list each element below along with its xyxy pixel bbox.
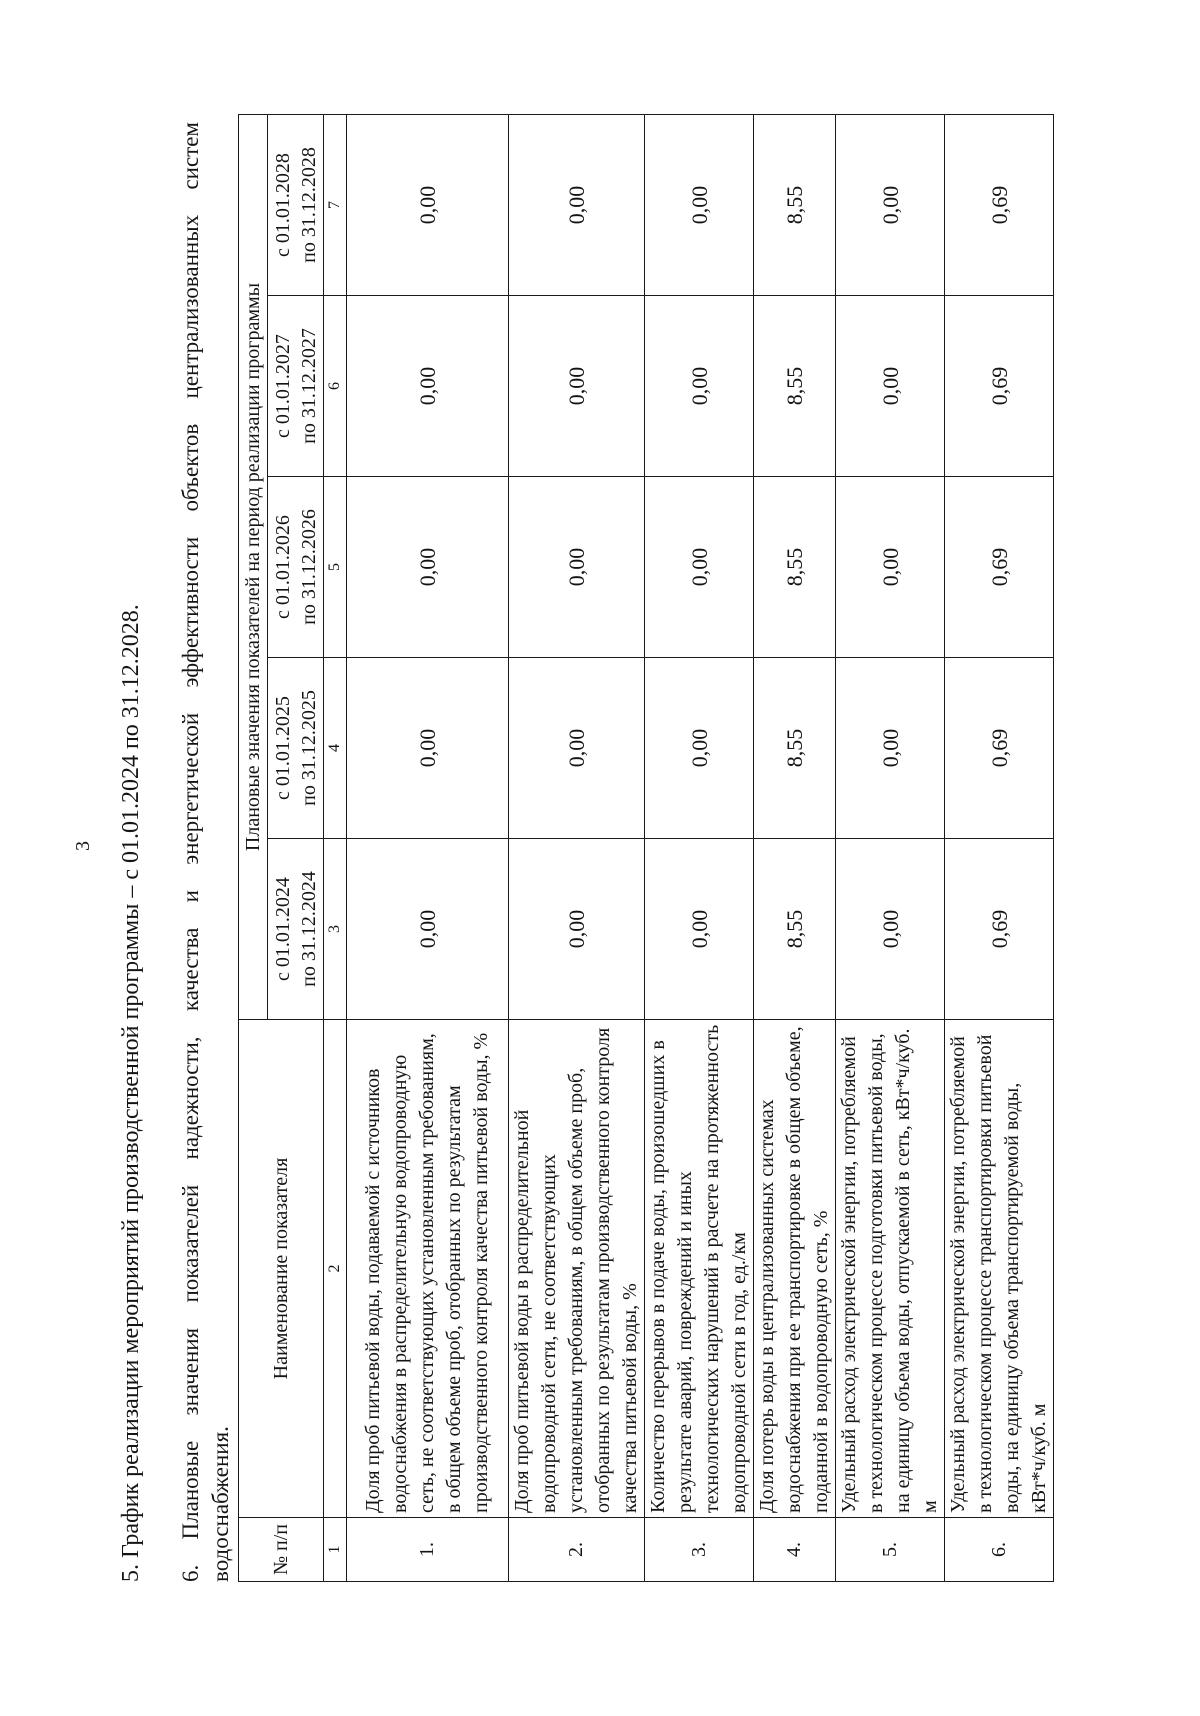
indicator-value: 0,00 bbox=[347, 296, 509, 477]
indicator-value: 8,55 bbox=[754, 839, 836, 1020]
indicator-value: 8,55 bbox=[754, 296, 836, 477]
header-index-period-2: 4 bbox=[324, 658, 347, 839]
indicator-value: 0,00 bbox=[509, 658, 645, 839]
table-row bbox=[945, 115, 1054, 1582]
header-period-2 bbox=[268, 658, 324, 839]
indicator-value: 0,00 bbox=[509, 296, 645, 477]
period-from: с 01.01.2024 bbox=[271, 877, 294, 981]
indicator-name: Доля проб питьевой воды, подаваемой с источников водоснабжения в распределительную водопроводную сеть, не соответствующих установленным требованиям, в общем объеме проб, отобранных по результатам производственного контроля качества питьевой воды, % bbox=[347, 1020, 509, 1518]
header-index-name: 2 bbox=[324, 1020, 347, 1518]
indicator-value: 0,69 bbox=[945, 477, 1054, 658]
indicator-name: Количество перерывов в подаче воды, произошедших в результате аварий, повреждений и иных технологических нарушений в расчете на протяженность водопроводной сети в год, ед./км bbox=[645, 1020, 754, 1518]
row-number: 6. bbox=[945, 1518, 1054, 1582]
indicator-value: 0,00 bbox=[645, 296, 754, 477]
section-5-heading: 5. График реализации мероприятий производственной программы – с 01.01.2024 по 31.12.2028. bbox=[118, 604, 144, 1582]
indicator-name: Удельный расход электрической энергии, потребляемой в технологическом процессе подготовки питьевой воды, на единицу объема воды, отпускаемой в сеть, кВт*ч/куб. м bbox=[836, 1020, 945, 1518]
section-6-heading-continuation: водоснабжения. bbox=[208, 1426, 233, 1582]
period-from: с 01.01.2026 bbox=[271, 515, 294, 619]
row-number: 5. bbox=[836, 1518, 945, 1582]
indicator-value: 0,00 bbox=[509, 115, 645, 296]
indicator-value: 0,00 bbox=[836, 296, 945, 477]
period-from: с 01.01.2028 bbox=[271, 153, 294, 257]
indicator-value: 0,00 bbox=[645, 477, 754, 658]
indicator-value: 0,00 bbox=[347, 839, 509, 1020]
header-period-5 bbox=[268, 115, 324, 296]
header-period-3 bbox=[268, 477, 324, 658]
period-to: по 31.12.2028 bbox=[297, 147, 320, 263]
indicator-value: 0,69 bbox=[945, 658, 1054, 839]
indicators-table bbox=[238, 114, 1054, 1582]
indicator-value: 8,55 bbox=[754, 115, 836, 296]
indicator-value: 0,00 bbox=[347, 658, 509, 839]
indicator-value: 0,00 bbox=[645, 115, 754, 296]
header-index-period-4: 6 bbox=[324, 296, 347, 477]
header-index-period-1: 3 bbox=[324, 839, 347, 1020]
indicator-value: 0,00 bbox=[347, 477, 509, 658]
header-name: Наименование показателя bbox=[239, 1020, 324, 1518]
row-number: 2. bbox=[509, 1518, 645, 1582]
table-row bbox=[754, 115, 836, 1582]
indicator-value: 0,69 bbox=[945, 296, 1054, 477]
indicator-value: 0,00 bbox=[645, 839, 754, 1020]
page-number: 3 bbox=[72, 841, 94, 851]
indicator-value: 0,00 bbox=[509, 839, 645, 1020]
indicator-value: 0,00 bbox=[836, 477, 945, 658]
indicator-value: 0,00 bbox=[836, 115, 945, 296]
table-row bbox=[836, 115, 945, 1582]
indicator-value: 0,00 bbox=[836, 839, 945, 1020]
indicator-name: Удельный расход электрической энергии, потребляемой в технологическом процессе транспортировки питьевой воды, на единицу объема транспортируемой воды, кВт*ч/куб. м bbox=[945, 1020, 1054, 1518]
period-to: по 31.12.2026 bbox=[297, 509, 320, 625]
header-num: № п/п bbox=[239, 1518, 324, 1582]
row-number: 3. bbox=[645, 1518, 754, 1582]
period-from: с 01.01.2027 bbox=[271, 334, 294, 438]
indicator-value: 0,69 bbox=[945, 839, 1054, 1020]
header-period-4 bbox=[268, 296, 324, 477]
indicator-name: Доля проб питьевой воды в распределительной водопроводной сети, не соответствующих установленным требованиям, в общем объеме проб, отобранных по результатам производственного контроля качества питьевой воды, % bbox=[509, 1020, 645, 1518]
table-body bbox=[347, 115, 1054, 1582]
header-index-period-3: 5 bbox=[324, 477, 347, 658]
table-row bbox=[645, 115, 754, 1582]
section-6-heading: 6. Плановые значения показателей надежности, качества и энергетической эффективности объектов централизованных систем bbox=[178, 122, 203, 1582]
row-number: 4. bbox=[754, 1518, 836, 1582]
indicator-value: 8,55 bbox=[754, 477, 836, 658]
header-index-period-5: 7 bbox=[324, 115, 347, 296]
table-row bbox=[347, 115, 509, 1582]
row-number: 1. bbox=[347, 1518, 509, 1582]
header-index-row bbox=[324, 115, 347, 1582]
indicator-name: Доля потерь воды в централизованных системах водоснабжения при ее транспортировке в общем объеме, поданной в водопроводную сеть, % bbox=[754, 1020, 836, 1518]
header-period-1 bbox=[268, 839, 324, 1020]
header-planned-values: Плановые значения показателей на период реализации программы bbox=[239, 115, 268, 1020]
indicator-value: 8,55 bbox=[754, 658, 836, 839]
period-to: по 31.12.2027 bbox=[297, 328, 320, 444]
indicator-value: 0,00 bbox=[836, 658, 945, 839]
indicator-value: 0,00 bbox=[509, 477, 645, 658]
indicator-value: 0,00 bbox=[645, 658, 754, 839]
period-to: по 31.12.2025 bbox=[297, 690, 320, 806]
period-from: с 01.01.2025 bbox=[271, 696, 294, 800]
table-row bbox=[509, 115, 645, 1582]
header-index-num: 1 bbox=[324, 1518, 347, 1582]
indicator-value: 0,69 bbox=[945, 115, 1054, 296]
period-to: по 31.12.2024 bbox=[297, 871, 320, 987]
indicator-value: 0,00 bbox=[347, 115, 509, 296]
